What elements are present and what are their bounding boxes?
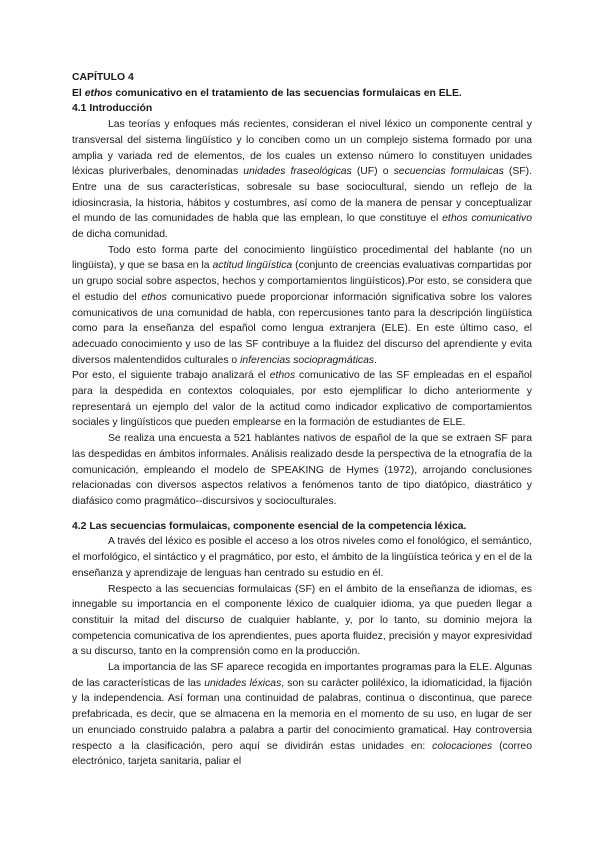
section-heading-4-1: 4.1 Introducción	[72, 103, 153, 115]
paragraph-5: A través del léxico es posible el acceso a los otros niveles como el fonológico, el semántico, el morfológico, el sintáctico y el pragmático, por esto, el ámbito de la lingüística teórica y en el de la enseñanza y aprendizaje de lenguas han centrado su estudio en él.	[72, 536, 532, 579]
paragraph-3: Por esto, el siguiente trabajo analizará el ethos comunicativo de las SF empleadas en el español para la despedida en contextos coloquiales, por esto ejemplificar lo dicho anteriormente y representará un ejemplo del valor de la actitud como indicador explicativo de comportamientos sociales y lingüísticos que pueden emplearse en la formación de estudiantes de ELE.	[72, 370, 532, 429]
section-spacer	[72, 510, 532, 519]
paragraph-2: Todo esto forma parte del conocimiento lingüístico procedimental del hablante (no un lingüista), y que se basa en la actitud lingüística (conjunto de creencias evaluativas compartidas por un grupo social sobre aspectos, hechos y comportamientos lingüísticos).Por esto, se considera que el estudio del ethos comunicativo puede proporcionar información significativa sobre los valores comunicativos de una comunidad de habla, con repercusiones tanto para la descripción lingüística como para la enseñanza del español como lengua extranjera (ELE). En este último caso, el adecuado conocimiento y uso de las SF contribuye a la fluidez del discurso del aprendiente y evita diversos malentendidos culturales o inferencias sociopragmáticas.	[72, 244, 532, 366]
chapter-title: El ethos comunicativo en el tratamiento de las secuencias formulaicas en ELE.	[72, 87, 462, 99]
paragraph-1: Las teorías y enfoques más recientes, consideran el nivel léxico un componente central y transversal del sistema lingüístico y lo conciben como un un complejo sistema formado por una amplia y variada red de elementos, de los cuales un extenso número lo constituyen unidades léxicas pluriverbales, denominadas unidades fraseológicas (UF) o secuencias formulaicas (SF). Entre una de sus características, sobresale su base sociocultural, siendo un reflejo de la idiosincrasia, la historia, hábitos y costumbres, así como de la manera de pensar y conceptualizar el mundo de las comunidades de habla que las emplean, lo que constituye el ethos comunicativo de dicha comunidad.	[72, 119, 532, 241]
chapter-label: CAPÍTULO 4	[72, 72, 134, 83]
paragraph-7: La importancia de las SF aparece recogida en importantes programas para la ELE. Algunas de las características de las unidades léxicas, son su carácter poliléxico, la idiomaticidad, la fijación y la independencia. Así forman una continuidad de palabras, continua o discontinua, que parece prefabricada, es decir, que se almacena en la memoria en el momento de su uso, en lugar de ser un enunciado construido palabra a palabra a partir del conocimiento gramatical. Hay controversia respecto a la clasificación, pero aquí se dividirán estas unidades en: colocaciones (correo electrónico, tarjeta sanitaria, paliar el	[72, 662, 532, 768]
section-heading-4-2: 4.2 Las secuencias formulaicas, componente esencial de la competencia léxica.	[72, 520, 467, 532]
document-body	[72, 70, 532, 770]
paragraph-4: Se realiza una encuesta a 521 hablantes nativos de español de la que se extraen SF para las despedidas en ámbitos informales. Análisis realizado desde la perspectiva de la etnografía de la comunicación, empleando el modelo de SPEAKING de Hymes (1972), arrojando conclusiones relacionadas con diversos aspectos relativos a fenómenos tanto de tipo diatópico, diastrático y diafásico como pragmático--discursivos y socioculturales.	[72, 433, 532, 507]
paragraph-6: Respecto a las secuencias formulaicas (SF) en el ámbito de la enseñanza de idiomas, es innegable su importancia en el componente léxico de cualquier idioma, ya que pueden llegar a constituir la mitad del discurso de cualquier hablante, y, por lo tanto, su dominio mejora la competencia comunicativa de los aprendientes, pues aporta fluidez, precisión y mayor expresividad a su discurso, tanto en la comprensión como en la producción.	[72, 583, 532, 658]
